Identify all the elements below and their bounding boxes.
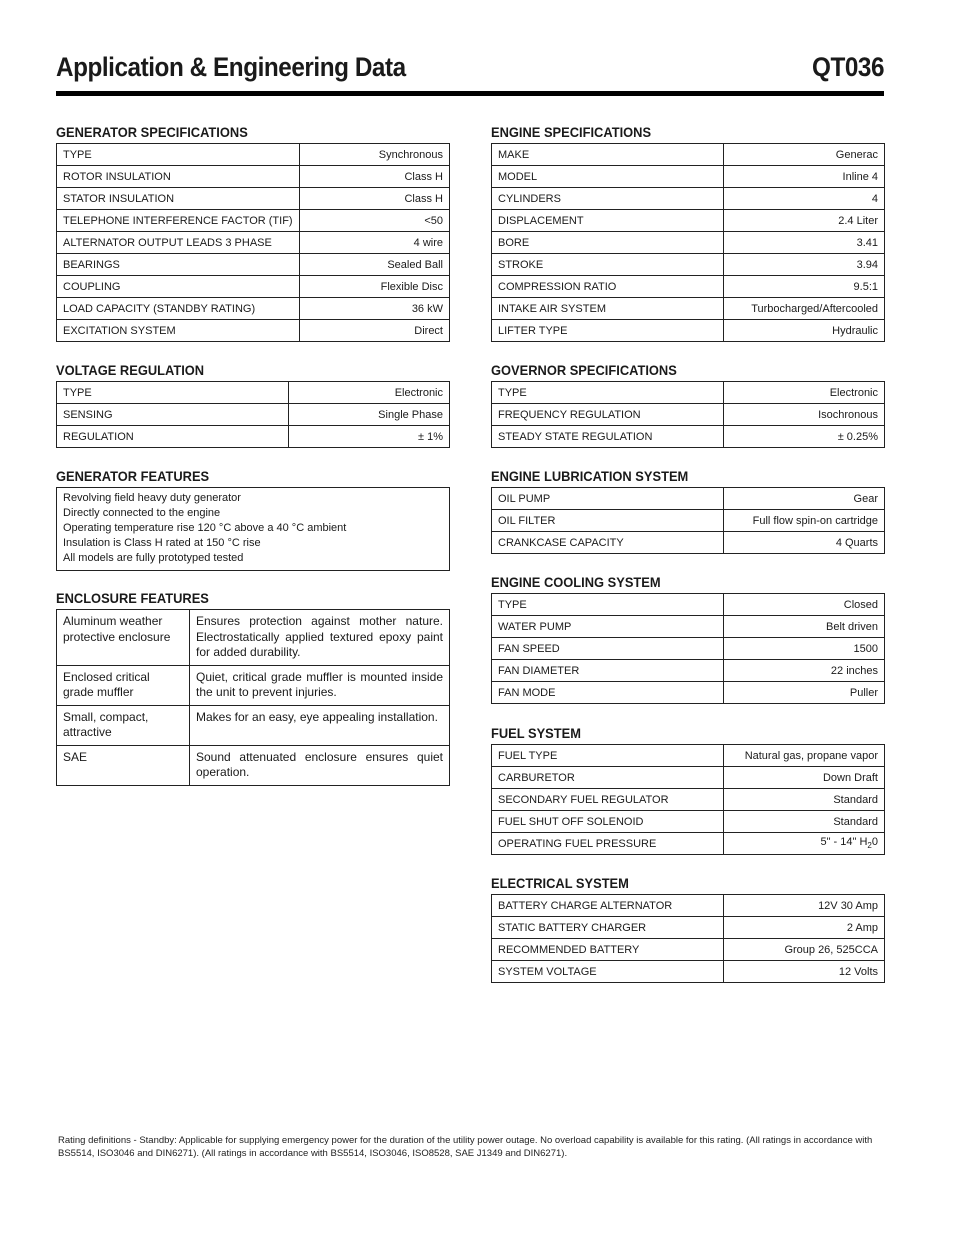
row-label: DISPLACEMENT bbox=[492, 210, 724, 232]
row-label: CARBURETOR bbox=[492, 767, 724, 789]
row-value: 3.41 bbox=[724, 232, 885, 254]
table-row bbox=[492, 895, 885, 917]
row-value: 2 Amp bbox=[724, 917, 885, 939]
row-label: ALTERNATOR OUTPUT LEADS 3 PHASE bbox=[57, 232, 300, 254]
row-value: Turbocharged/Aftercooled bbox=[724, 298, 885, 320]
row-value: 36 kW bbox=[299, 298, 449, 320]
section-title: ELECTRICAL SYSTEM bbox=[491, 875, 629, 891]
spec-table bbox=[491, 487, 885, 554]
governor-specifications-section bbox=[491, 361, 885, 448]
row-label: FAN SPEED bbox=[492, 638, 724, 660]
row-value: Single Phase bbox=[289, 404, 450, 426]
table-row bbox=[492, 210, 885, 232]
generator-specifications-section bbox=[56, 123, 450, 342]
spec-table bbox=[56, 143, 450, 342]
spec-table bbox=[491, 593, 885, 704]
table-row bbox=[57, 144, 450, 166]
fuel-system-section bbox=[491, 724, 885, 855]
section-title: GOVERNOR SPECIFICATIONS bbox=[491, 362, 677, 378]
table-row bbox=[492, 298, 885, 320]
table-row bbox=[492, 961, 885, 983]
section-title: FUEL SYSTEM bbox=[491, 725, 581, 741]
section-title: ENGINE LUBRICATION SYSTEM bbox=[491, 468, 689, 484]
table-row bbox=[57, 705, 450, 745]
row-value: Sealed Ball bbox=[299, 254, 449, 276]
table-row bbox=[492, 254, 885, 276]
feature-line: Revolving field heavy duty generator bbox=[63, 492, 241, 504]
row-value: Inline 4 bbox=[724, 166, 885, 188]
table-row bbox=[492, 188, 885, 210]
table-row bbox=[57, 426, 450, 448]
table-row bbox=[57, 166, 450, 188]
features-box bbox=[56, 487, 450, 571]
spec-table bbox=[491, 143, 885, 342]
table-row bbox=[492, 488, 885, 510]
row-value: Electronic bbox=[289, 382, 450, 404]
value-text-end: 0 bbox=[871, 836, 878, 849]
table-row bbox=[492, 767, 885, 789]
feature-line: Directly connected to the engine bbox=[63, 507, 221, 519]
row-label: STATIC BATTERY CHARGER bbox=[492, 917, 724, 939]
engine-specifications-section bbox=[491, 123, 885, 342]
row-value: 4 Quarts bbox=[724, 532, 885, 554]
row-value: Synchronous bbox=[299, 144, 449, 166]
row-label: LIFTER TYPE bbox=[492, 320, 724, 342]
row-label: CYLINDERS bbox=[492, 188, 724, 210]
row-value: Hydraulic bbox=[724, 320, 885, 342]
table-row bbox=[492, 833, 885, 855]
spec-table bbox=[491, 744, 885, 855]
section-title: ENCLOSURE FEATURES bbox=[56, 590, 209, 606]
table-row bbox=[492, 232, 885, 254]
row-value: Makes for an easy, eye appealing installation. bbox=[190, 705, 450, 745]
row-label: OIL FILTER bbox=[492, 510, 724, 532]
row-value: 22 inches bbox=[724, 660, 885, 682]
row-value: Class H bbox=[299, 166, 449, 188]
row-label: RECOMMENDED BATTERY bbox=[492, 939, 724, 961]
row-label: OPERATING FUEL PRESSURE bbox=[492, 833, 724, 855]
table-row bbox=[57, 232, 450, 254]
table-row bbox=[492, 594, 885, 616]
row-label: TYPE bbox=[492, 594, 724, 616]
electrical-system-section bbox=[491, 874, 885, 983]
table-row bbox=[57, 665, 450, 705]
feature-line: Insulation is Class H rated at 150 °C rise bbox=[63, 537, 261, 549]
row-label: FAN MODE bbox=[492, 682, 724, 704]
table-row bbox=[57, 210, 450, 232]
table-row bbox=[492, 789, 885, 811]
table-row bbox=[492, 811, 885, 833]
row-label: CRANKCASE CAPACITY bbox=[492, 532, 724, 554]
engine-cooling-section bbox=[491, 573, 885, 704]
row-value: Quiet, critical grade muffler is mounted inside the unit to prevent injuries. bbox=[190, 665, 450, 705]
row-value: Puller bbox=[724, 682, 885, 704]
row-label: BORE bbox=[492, 232, 724, 254]
table-row bbox=[57, 298, 450, 320]
table-row bbox=[492, 320, 885, 342]
row-value: Full flow spin-on cartridge bbox=[724, 510, 885, 532]
row-label: STROKE bbox=[492, 254, 724, 276]
table-row bbox=[492, 660, 885, 682]
table-row bbox=[492, 426, 885, 448]
row-label: BATTERY CHARGE ALTERNATOR bbox=[492, 895, 724, 917]
row-value: Natural gas, propane vapor bbox=[724, 745, 885, 767]
table-row bbox=[492, 144, 885, 166]
row-value: 12 Volts bbox=[724, 961, 885, 983]
table-row bbox=[492, 682, 885, 704]
row-label: LOAD CAPACITY (STANDBY RATING) bbox=[57, 298, 300, 320]
table-row bbox=[492, 404, 885, 426]
row-value: Electronic bbox=[724, 382, 885, 404]
spec-table bbox=[491, 381, 885, 448]
feature-line: Operating temperature rise 120 °C above a 40 °C ambient bbox=[63, 522, 347, 534]
row-value: Closed bbox=[724, 594, 885, 616]
table-row bbox=[492, 382, 885, 404]
engine-lubrication-section bbox=[491, 467, 885, 554]
row-value: 12V 30 Amp bbox=[724, 895, 885, 917]
row-label: Aluminum weather protective enclosure bbox=[57, 610, 190, 666]
row-value: Isochronous bbox=[724, 404, 885, 426]
generator-features-section bbox=[56, 467, 450, 571]
row-value: Flexible Disc bbox=[299, 276, 449, 298]
table-row bbox=[57, 320, 450, 342]
row-label: REGULATION bbox=[57, 426, 289, 448]
table-row bbox=[492, 276, 885, 298]
row-label: TELEPHONE INTERFERENCE FACTOR (TIF) bbox=[57, 210, 300, 232]
row-label: FAN DIAMETER bbox=[492, 660, 724, 682]
spec-table bbox=[56, 381, 450, 448]
row-label: COUPLING bbox=[57, 276, 300, 298]
table-row bbox=[492, 638, 885, 660]
row-value: Belt driven bbox=[724, 616, 885, 638]
table-row bbox=[492, 532, 885, 554]
table-row bbox=[492, 745, 885, 767]
table-row bbox=[57, 188, 450, 210]
row-label: OIL PUMP bbox=[492, 488, 724, 510]
row-label: TYPE bbox=[57, 382, 289, 404]
table-row bbox=[57, 610, 450, 666]
row-value: 2.4 Liter bbox=[724, 210, 885, 232]
section-title: ENGINE COOLING SYSTEM bbox=[491, 574, 661, 590]
row-label: FREQUENCY REGULATION bbox=[492, 404, 724, 426]
row-label: FUEL TYPE bbox=[492, 745, 724, 767]
section-title: GENERATOR SPECIFICATIONS bbox=[56, 124, 248, 140]
table-row bbox=[492, 939, 885, 961]
feature-line: All models are fully prototyped tested bbox=[63, 552, 244, 564]
row-value: 9.5:1 bbox=[724, 276, 885, 298]
row-label: TYPE bbox=[57, 144, 300, 166]
row-label: FUEL SHUT OFF SOLENOID bbox=[492, 811, 724, 833]
table-row bbox=[492, 510, 885, 532]
table-row bbox=[57, 745, 450, 785]
row-value: Class H bbox=[299, 188, 449, 210]
row-value: Gear bbox=[724, 488, 885, 510]
row-label: COMPRESSION RATIO bbox=[492, 276, 724, 298]
row-label: SYSTEM VOLTAGE bbox=[492, 961, 724, 983]
voltage-regulation-section bbox=[56, 361, 450, 448]
row-label: SAE bbox=[57, 745, 190, 785]
section-title: GENERATOR FEATURES bbox=[56, 468, 210, 484]
row-label: MODEL bbox=[492, 166, 724, 188]
table-row bbox=[492, 917, 885, 939]
row-value: Standard bbox=[724, 789, 885, 811]
row-value: Group 26, 525CCA bbox=[724, 939, 885, 961]
row-value: Down Draft bbox=[724, 767, 885, 789]
row-value: 4 wire bbox=[299, 232, 449, 254]
table-row bbox=[57, 382, 450, 404]
row-label: EXCITATION SYSTEM bbox=[57, 320, 300, 342]
section-title: ENGINE SPECIFICATIONS bbox=[491, 124, 652, 140]
table-row bbox=[57, 276, 450, 298]
row-label: SECONDARY FUEL REGULATOR bbox=[492, 789, 724, 811]
row-label: TYPE bbox=[492, 382, 724, 404]
rating-footnote: Rating definitions - Standby: Applicable for supplying emergency power for the duration of the utility power outage. No overload capability is available for this rating. (All ratings in accordance with BS5514, ISO3046 and DIN6271). (All ratings in accordance with BS5514, ISO3046, ISO8528, SAE J1349 and DIN6271). bbox=[58, 1135, 873, 1159]
enclosure-table bbox=[56, 609, 450, 786]
row-label: WATER PUMP bbox=[492, 616, 724, 638]
row-value: <50 bbox=[299, 210, 449, 232]
page-title: Application & Engineering Data bbox=[56, 52, 406, 82]
row-label: Enclosed critical grade muffler bbox=[57, 665, 190, 705]
row-label: MAKE bbox=[492, 144, 724, 166]
row-value: 3.94 bbox=[724, 254, 885, 276]
value-text: 5" - 14" H bbox=[820, 836, 868, 849]
row-label: STEADY STATE REGULATION bbox=[492, 426, 724, 448]
table-row bbox=[492, 166, 885, 188]
row-label: ROTOR INSULATION bbox=[57, 166, 300, 188]
model-number: QT036 bbox=[811, 52, 884, 82]
table-row bbox=[492, 616, 885, 638]
row-value: 1500 bbox=[724, 638, 885, 660]
value-subscript: 2 bbox=[867, 841, 872, 851]
row-label: Small, compact, attractive bbox=[57, 705, 190, 745]
row-label: SENSING bbox=[57, 404, 289, 426]
section-title: VOLTAGE REGULATION bbox=[56, 362, 205, 378]
page-header bbox=[56, 50, 884, 96]
row-value: Direct bbox=[299, 320, 449, 342]
row-label: BEARINGS bbox=[57, 254, 300, 276]
table-row bbox=[57, 254, 450, 276]
row-value: Standard bbox=[724, 811, 885, 833]
row-value: Sound attenuated enclosure ensures quiet operation. bbox=[190, 745, 450, 785]
row-label: STATOR INSULATION bbox=[57, 188, 300, 210]
row-value: ± 1% bbox=[289, 426, 450, 448]
row-value bbox=[724, 833, 885, 855]
row-value: ± 0.25% bbox=[724, 426, 885, 448]
spec-table bbox=[491, 894, 885, 983]
table-row bbox=[57, 404, 450, 426]
row-value: Ensures protection against mother nature. Electrostatically applied textured epoxy paint for added durability. bbox=[190, 610, 450, 666]
enclosure-features-section bbox=[56, 589, 450, 786]
row-label: INTAKE AIR SYSTEM bbox=[492, 298, 724, 320]
row-value: 4 bbox=[724, 188, 885, 210]
row-value: Generac bbox=[724, 144, 885, 166]
